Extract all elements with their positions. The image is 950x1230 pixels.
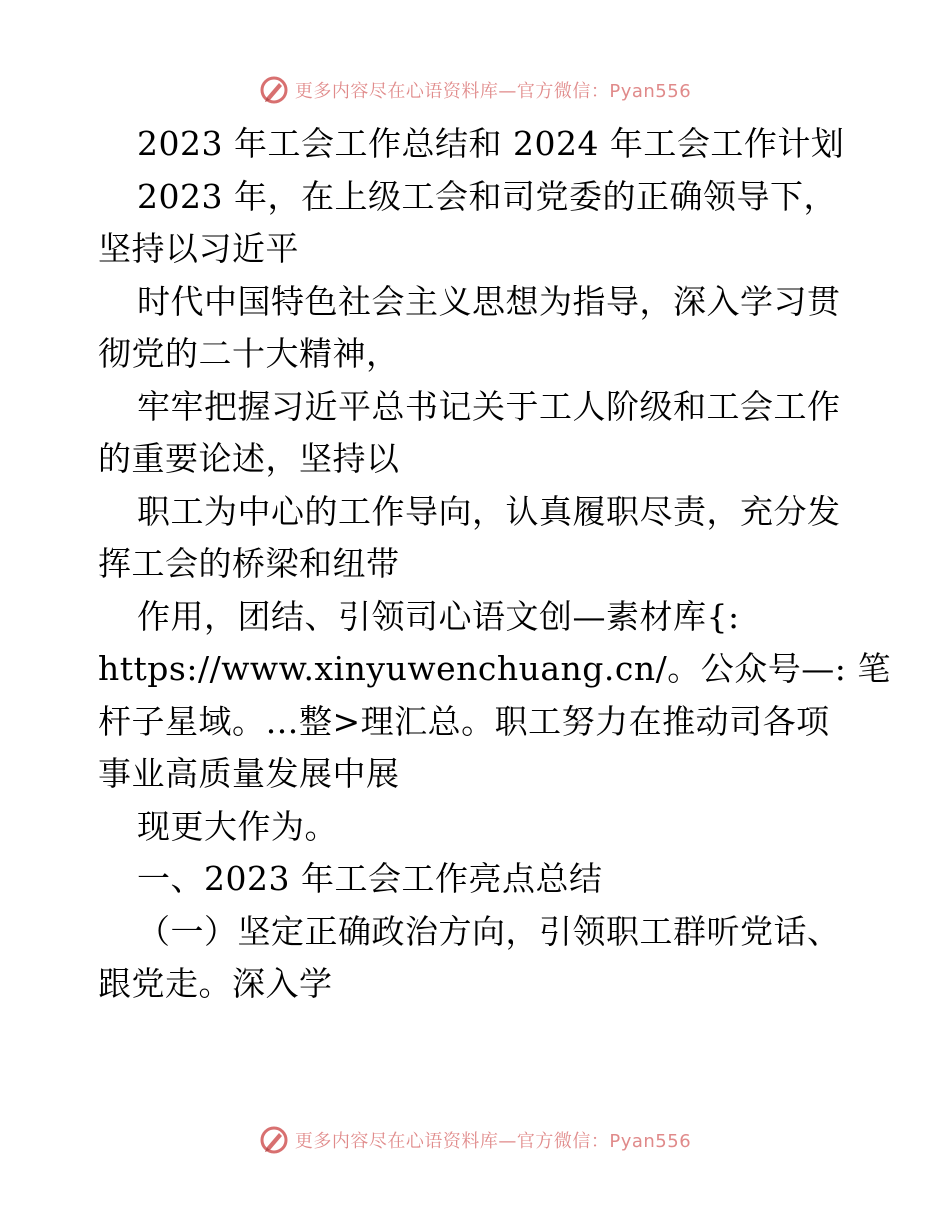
document-line: 作用，团结、引领司心语文创—素材库{:	[137, 596, 740, 636]
document-line: 的重要论述，坚持以	[98, 439, 400, 478]
document-line: 坚持以习近平	[98, 229, 299, 268]
document-line: 2023 年，在上级工会和司党委的正确领导下，	[137, 176, 837, 216]
document-line: 牢牢把握习近平总书记关于工人阶级和工会工作	[137, 386, 841, 426]
pen-logo-icon	[259, 1125, 289, 1155]
document-line: 跟党走。深入学	[98, 964, 333, 1003]
document-line: 事业高质量发展中展	[98, 754, 400, 793]
document-line: 杆子星域。…整>理汇总。职工努力在推动司各项	[98, 701, 830, 741]
document-line: 彻党的二十大精神，	[98, 334, 400, 373]
document-line: 2023 年工会工作总结和 2024 年工会工作计划	[137, 124, 845, 163]
document-line: 挥工会的桥梁和纽带	[98, 544, 400, 583]
watermark-footer	[0, 1120, 950, 1160]
pen-logo-icon	[259, 75, 289, 105]
document-line: 现更大作为。	[137, 806, 338, 846]
document-line: 一、2023 年工会工作亮点总结	[137, 859, 603, 898]
document-line: https://www.xinyuwenchuang.cn/。公众号—: 笔	[98, 649, 891, 688]
watermark-text: 更多内容尽在心语资料库—官方微信：Pyan556	[294, 81, 692, 102]
document-line: 时代中国特色社会主义思想为指导，深入学习贯	[137, 281, 841, 321]
watermark-text: 更多内容尽在心语资料库—官方微信：Pyan556	[294, 1131, 692, 1152]
document-line: 职工为中心的工作导向，认真履职尽责，充分发	[137, 491, 841, 531]
watermark-header	[0, 70, 950, 110]
document-line: （一）坚定正确政治方向，引领职工群听党话、	[137, 911, 841, 951]
document-body	[98, 118, 891, 1011]
